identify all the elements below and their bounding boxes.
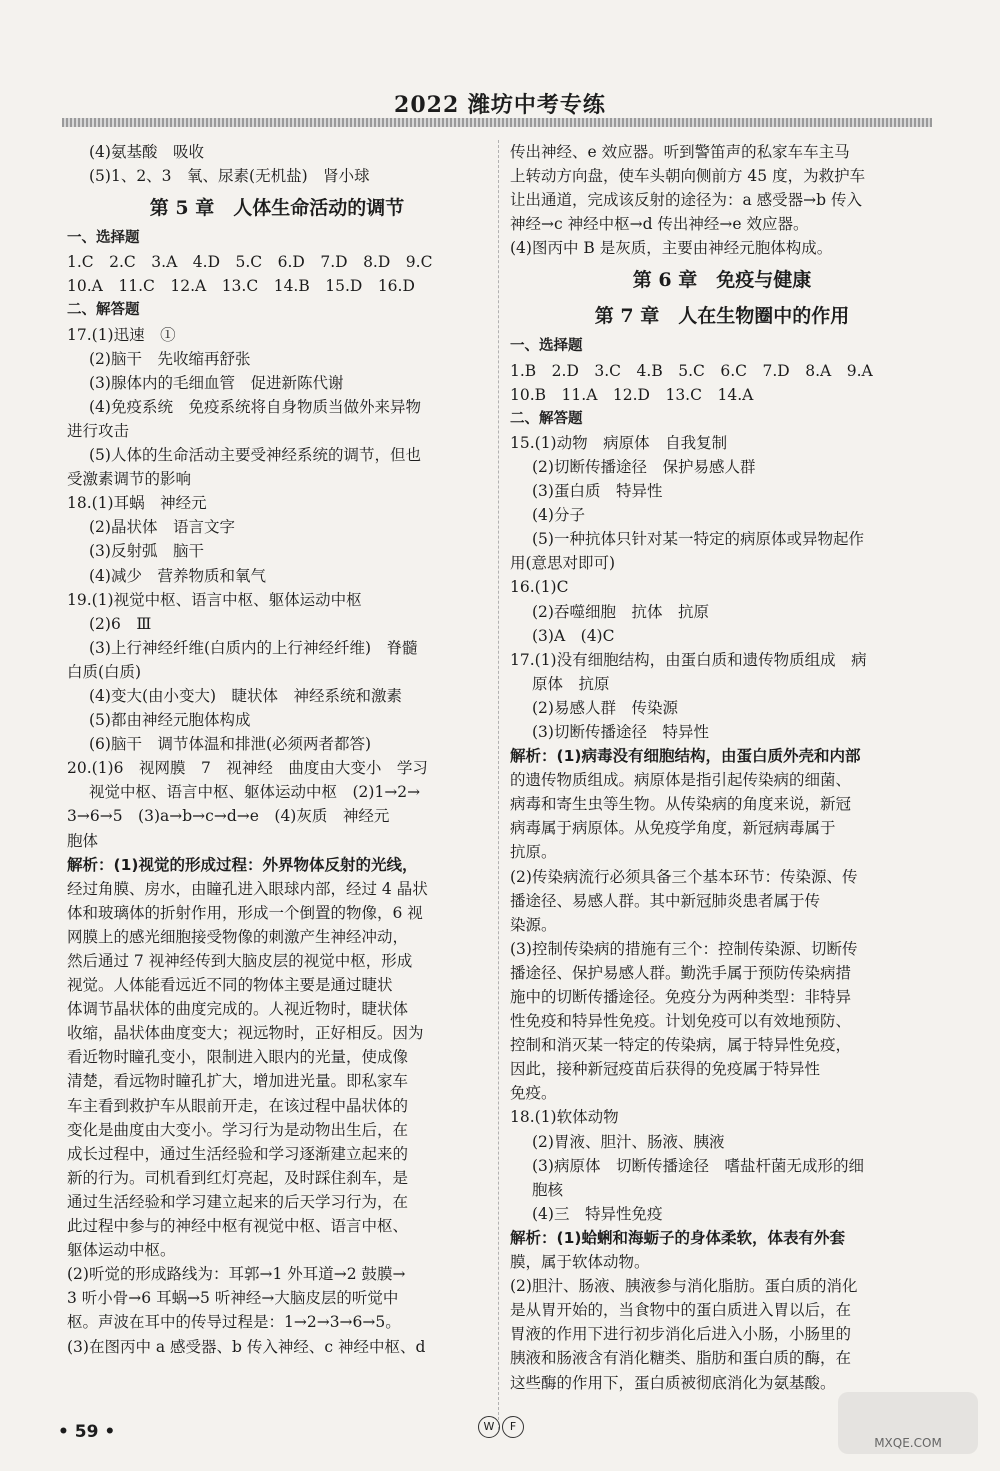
text-line: 进行攻击 [67,421,130,440]
text-line: (4)减少 营养物质和氧气 [89,566,266,585]
text-line: (2)易感人群 传染源 [532,698,678,717]
text-line: 新的行为。司机看到红灯亮起，及时踩住刹车，是 [67,1168,409,1187]
text-line: 19.(1)视觉中枢、语言中枢、躯体运动中枢 [67,590,362,609]
text-line: (3)在图丙中 a 感受器、b 传入神经、c 神经中枢、d [67,1337,426,1356]
publisher-logo [478,1416,524,1440]
text-line: 收缩，晶状体曲度变大；视远物时，正好相反。因为 [67,1024,424,1043]
text-line: 18.(1)耳蜗 神经元 [67,494,207,513]
text-line: 膜，属于软体动物。 [510,1253,650,1272]
text-line: 白质(白质) [67,662,142,681]
text-line: (5)1、2、3 氧、尿素(无机盐) 肾小球 [89,167,370,186]
text-line: 视觉。人体能看远近不同的物体主要是通过睫状 [67,976,393,995]
text-line: (3)A (4)C [532,626,615,645]
text-line: 17.(1)迅速 ① [67,325,176,344]
text-line: (3)蛋白质 特异性 [532,482,663,501]
text-line: 受激素调节的影响 [67,470,192,489]
text-line: 抗原。 [510,843,557,862]
text-line: 3 听小骨→6 耳蜗→5 听神经→大脑皮层的听觉中 [67,1289,399,1308]
text-line: 原体 抗原 [532,674,610,693]
chapter-heading: 第 7 章 人在生物圈中的作用 [594,305,850,328]
text-line: (5)都由神经元胞体构成 [89,711,251,730]
text-line: (2)传染病流行必须具备三个基本环节：传染源、传 [510,867,858,886]
text-line: 神经→c 神经中枢→d 传出神经→e 效应器。 [510,215,809,234]
left-column [67,140,487,1359]
text-line: (6)脑干 调节体温和排泄(必须两者都答) [89,735,372,754]
text-line: (2)6 Ⅲ [89,614,152,633]
text-line: 胃液的作用下进行初步消化后进入小肠，小肠里的 [510,1325,852,1344]
text-line: 15.(1)动物 病原体 自我复制 [510,433,728,452]
section-heading: 二、解答题 [510,410,583,427]
text-line: 传出神经、e 效应器。听到警笛声的私家车车主马 [510,143,850,161]
text-line: (2)脑干 先收缩再舒张 [89,349,251,368]
text-line: (2)切断传播途径 保护易感人群 [532,457,756,476]
text-line: 胞核 [532,1180,564,1199]
section-heading: 一、选择题 [67,230,140,247]
page-number: • 59 • [58,1422,116,1442]
text-line: (3)上行神经纤维(白质内的上行神经纤维) 脊髓 [89,638,418,657]
text-line: (5)人体的生命活动主要受神经系统的调节，但也 [89,446,421,465]
text-line: 的遗传物质组成。病原体是指引起传染病的细菌、 [510,771,852,790]
text-line: 成长过程中，通过生活经验和学习逐渐建立起来的 [67,1144,409,1163]
text-line: (3)切断传播途径 特异性 [532,722,709,741]
text-line: (4)变大(由小变大) 睫状体 神经系统和激素 [89,686,403,705]
text-line: (2)晶状体 语言文字 [89,518,235,537]
text-line: (4)免疫系统 免疫系统将自身物质当做外来异物 [89,397,421,416]
text-line: 1.B 2.D 3.C 4.B 5.C 6.C 7.D 8.A 9.A [510,361,873,380]
text-line: 3→6→5 (3)a→b→c→d→e (4)灰质 神经元 [67,807,390,826]
text-line: (2)胆汁、肠液、胰液参与消化脂肪。蛋白质的消化 [510,1277,858,1296]
text-line: 染源。 [510,915,557,934]
text-line: 控制和消灭某一特定的传染病，属于特异性免疫， [510,1036,852,1055]
text-line: 网膜上的感光细胞接受物像的刺激产生神经冲动， [67,927,409,946]
text-line: (4)氨基酸 吸收 [89,143,204,161]
text-line: 胰液和肠液含有消化糖类、脂肪和蛋白质的酶，在 [510,1349,852,1368]
text-line: (3)腺体内的毛细血管 促进新陈代谢 [89,373,344,392]
text-line: 因此，接种新冠疫苗后获得的免疫属于特异性 [510,1060,821,1079]
text-line: 经过角膜、房水，由瞳孔进入眼球内部，经过 4 晶状 [67,879,428,898]
text-line: (2)吞噬细胞 抗体 抗原 [532,602,709,621]
text-line: 解析：(1)视觉的形成过程：外界物体反射的光线， [67,855,418,874]
text-line: 17.(1)没有细胞结构，由蛋白质和遗传物质组成 病 [510,650,867,669]
text-line: 播途径、易感人群。其中新冠肺炎患者属于传 [510,891,821,910]
text-line: (3)控制传染病的措施有三个：控制传染源、切断传 [510,939,858,958]
text-line: 病毒属于病原体。从免疫学角度，新冠病毒属于 [510,819,836,838]
header-rule [62,118,932,127]
text-line: 18.(1)软体动物 [510,1108,619,1127]
section-heading: 二、解答题 [67,302,140,319]
text-line: 施中的切断传播途径。免疫分为两种类型：非特异 [510,988,852,1006]
text-line: 通过生活经验和学习建立起来的后天学习行为，在 [67,1192,409,1211]
text-line: 视觉中枢、语言中枢、躯体运动中枢 (2)1→2→ [89,783,421,802]
text-line: (5)一种抗体只针对某一特定的病原体或异物起作 [532,530,864,549]
text-line: 此过程中参与的神经中枢有视觉中枢、语言中枢、 [67,1217,409,1236]
right-column [510,140,934,1395]
text-line: 体调节晶状体的曲度完成的。人视近物时，睫状体 [67,1000,409,1019]
text-line: 上转动方向盘，使车头朝向侧前方 45 度，为救护车 [510,167,866,186]
text-line: 病毒和寄生虫等生物。从传染病的角度来说，新冠 [510,795,852,814]
section-heading: 一、选择题 [510,338,583,355]
text-line: 16.(1)C [510,578,569,597]
text-line: 免疫。 [510,1084,557,1103]
text-line: 用(意思对即可) [510,554,616,573]
text-line: 让出通道，完成该反射的途径为：a 感受器→b 传入 [510,191,863,210]
text-line: 胞体 [67,831,99,850]
text-line: 解析：(1)蛤蜊和海蛎子的身体柔软，体表有外套 [510,1228,845,1247]
page-header-title: 2022 潍坊中考专练 [394,92,606,118]
text-line: 变化是曲度由大变小。学习行为是动物出生后，在 [67,1120,409,1139]
logo-f-icon: F [502,1416,524,1438]
text-line: 车主看到救护车从眼前开走，在该过程中晶状体的 [67,1096,409,1115]
text-line: 10.A 11.C 12.A 13.C 14.B 15.D 16.D [67,277,415,296]
column-divider [498,140,500,1430]
text-line: (3)病原体 切断传播途径 嗜盐杆菌无成形的细 [532,1156,864,1175]
text-line: 体和玻璃体的折射作用，形成一个倒置的物像，6 视 [67,903,423,922]
text-line: 20.(1)6 视网膜 7 视神经 曲度由大变小 学习 [67,759,428,778]
text-line: 播途径、保护易感人群。勤洗手属于预防传染病措 [510,963,852,982]
logo-w-icon: W [478,1416,500,1438]
text-line: 性免疫和特异性免疫。计划免疫可以有效地预防、 [510,1012,852,1031]
text-line: (4)分子 [532,506,585,525]
text-line: 清楚，看远物时瞳孔扩大，增加进光量。即私家车 [67,1072,409,1091]
chapter-heading: 第 5 章 人体生命活动的调节 [149,197,405,220]
text-line: 这些酶的作用下，蛋白质被彻底消化为氨基酸。 [510,1373,836,1392]
text-line: 枢。声波在耳中的传导过程是：1→2→3→6→5。 [67,1313,401,1332]
text-line: (3)反射弧 脑干 [89,542,204,561]
text-line: (2)听觉的形成路线为：耳郭→1 外耳道→2 鼓膜→ [67,1265,406,1284]
text-line: 解析：(1)病毒没有细胞结构，由蛋白质外壳和内部 [510,747,861,766]
text-line: 10.B 11.A 12.D 13.C 14.A [510,385,754,404]
text-line: 是从胃开始的，当食物中的蛋白质进入胃以后，在 [510,1301,852,1320]
text-line: (4)三 特异性免疫 [532,1204,663,1223]
chapter-heading: 第 6 章 免疫与健康 [632,269,812,292]
text-line: (4)图丙中 B 是灰质，主要由神经元胞体构成。 [510,239,833,258]
text-line: 看近物时瞳孔变小，限制进入眼内的光量，使成像 [67,1048,409,1067]
text-line: 然后通过 7 视神经传到大脑皮层的视觉中枢，形成 [67,952,413,970]
watermark-stamp: MXQE.COM [838,1392,978,1454]
text-line: 躯体运动中枢。 [67,1241,176,1260]
text-line: 1.C 2.C 3.A 4.D 5.C 6.D 7.D 8.D 9.C [67,253,433,272]
text-line: (2)胃液、胆汁、肠液、胰液 [532,1132,725,1151]
